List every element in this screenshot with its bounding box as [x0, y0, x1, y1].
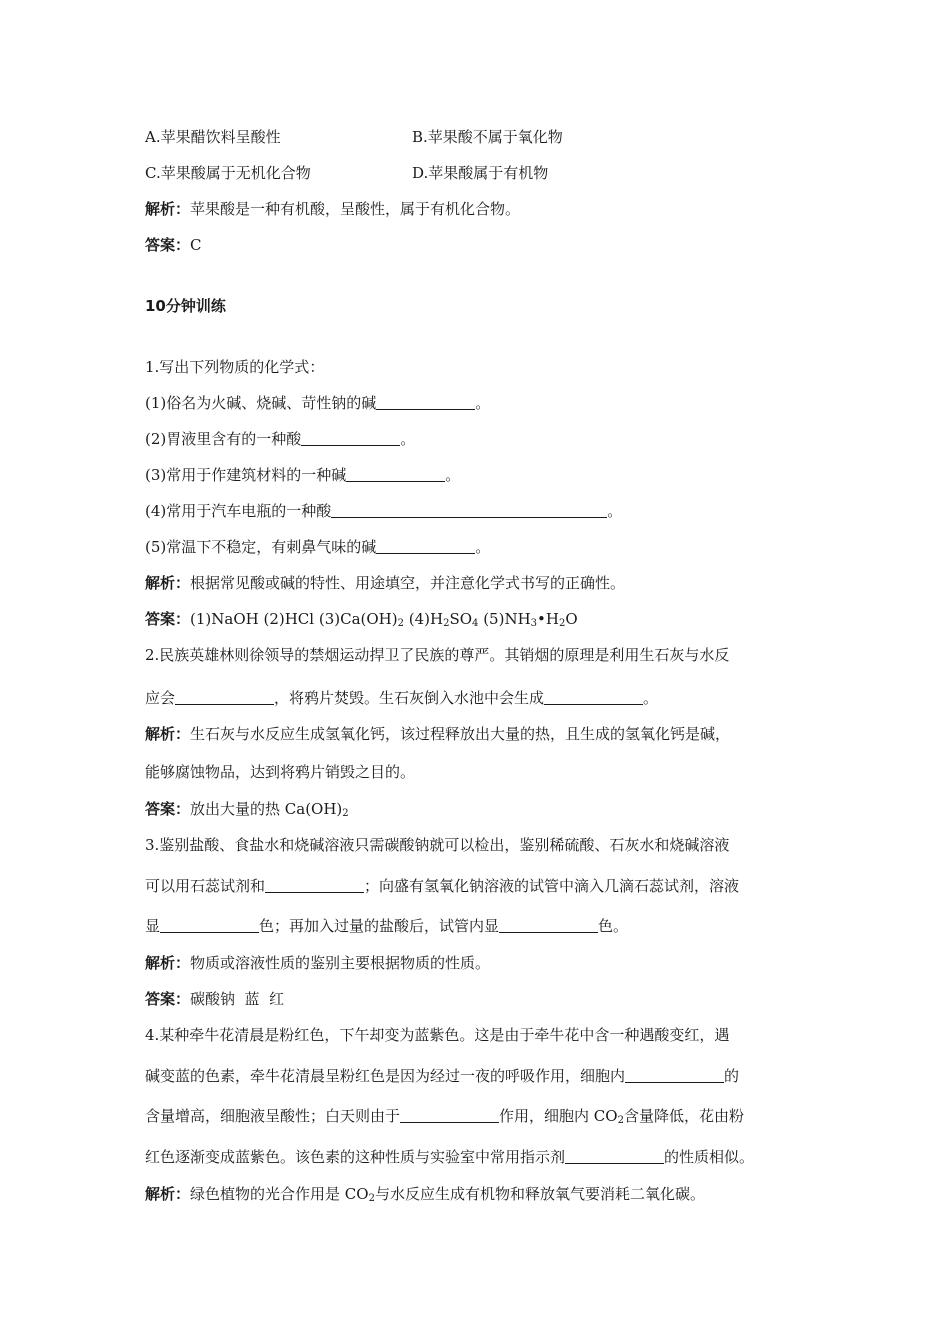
- answer-text: O: [565, 610, 578, 628]
- q2-line-1: [145, 645, 729, 665]
- answer-blank: [625, 1067, 724, 1083]
- q1-part-2-text: (2)胃液里含有的一种酸: [145, 430, 302, 448]
- option-b-text: B.苹果酸不属于氧化物: [412, 128, 563, 146]
- q1-part-5: [145, 537, 490, 557]
- q3-text: 3.鉴别盐酸、食盐水和烧碱溶液只需碳酸钠就可以检出，鉴别稀硫酸、石灰水和烧碱溶液: [145, 836, 730, 854]
- answer-label: 答案：: [145, 990, 191, 1008]
- answer-blank: [301, 430, 400, 446]
- prev-analysis: [145, 199, 520, 219]
- option-d-text: D.苹果酸属于有机物: [412, 164, 549, 182]
- q1-part-1-text: (1)俗名为火碱、烧碱、苛性钠的碱: [145, 394, 377, 412]
- answer-label: 答案：: [145, 610, 191, 628]
- analysis-text: 苹果酸是一种有机酸，呈酸性，属于有机化合物。: [190, 200, 521, 218]
- answer-text: C: [190, 236, 202, 254]
- analysis-label: 解析：: [145, 200, 191, 218]
- prev-answer: [145, 235, 202, 255]
- answer-blank: [376, 538, 475, 554]
- q4-text: 的性质相似。: [664, 1148, 755, 1166]
- option-b: [412, 127, 563, 147]
- q1-part-5-text: (5)常温下不稳定，有刺鼻气味的碱: [145, 538, 377, 556]
- period: 。: [445, 466, 461, 484]
- answer-blank: [160, 917, 259, 933]
- answer-blank: [376, 394, 475, 410]
- q3-text: ；向盛有氢氧化钠溶液的试管中滴入几滴石蕊试剂，溶液: [364, 877, 740, 895]
- period: 。: [607, 502, 623, 520]
- section-title-text: 10分钟训练: [145, 297, 226, 315]
- q3-text: 色。: [598, 917, 629, 935]
- analysis-label: 解析：: [145, 954, 191, 972]
- subscript: 2: [397, 618, 404, 629]
- q3-analysis: [145, 953, 490, 973]
- q2-text: ，将鸦片焚毁。生石灰倒入水池中会生成: [274, 689, 545, 707]
- subscript: 2: [558, 618, 566, 629]
- q3-text: 色；再加入过量的盐酸后，试管内显: [259, 917, 500, 935]
- q4-text: 碱变蓝的色素，牵牛花清晨呈粉红色是因为经过一夜的呼吸作用，细胞内: [145, 1067, 626, 1085]
- period: 。: [475, 394, 491, 412]
- analysis-text: 能够腐蚀物品，达到将鸦片销毁之目的。: [145, 763, 416, 781]
- answer-blank: [346, 466, 445, 482]
- answer-text: 碳酸钠 蓝 红: [190, 990, 285, 1008]
- analysis-text: 与水反应生成有机物和释放氧气要消耗二氧化碳。: [374, 1185, 705, 1203]
- q4-text: 红色逐渐变成蓝紫色。该色素的这种性质与实验室中常用指示剂: [145, 1148, 566, 1166]
- option-c-text: C.苹果酸属于无机化合物: [145, 164, 311, 182]
- subscript: 2: [443, 618, 450, 629]
- q4-line-1: [145, 1025, 729, 1045]
- q2-answer: [145, 799, 349, 819]
- analysis-label: 解析：: [145, 725, 191, 743]
- q1-part-4-text: (4)常用于汽车电瓶的一种酸: [145, 502, 332, 520]
- q3-line-3: [145, 916, 628, 936]
- answer-text: •H: [537, 610, 559, 628]
- analysis-label: 解析：: [145, 1185, 191, 1203]
- option-a: [145, 127, 281, 147]
- q1-part-1: [145, 393, 490, 413]
- q2-text: 2.民族英雄林则徐领导的禁烟运动捍卫了民族的尊严。其销烟的原理是利用生石灰与水反: [145, 646, 730, 664]
- q4-line-4: [145, 1147, 754, 1167]
- subscript: 2: [617, 1115, 624, 1126]
- option-d: [412, 163, 548, 183]
- q1-part-3: [145, 465, 460, 485]
- q2-text: 应会: [145, 689, 176, 707]
- answer-text: SO: [449, 610, 473, 628]
- q3-text: 显: [145, 917, 161, 935]
- q4-line-2: [145, 1066, 739, 1086]
- q4-line-3: [145, 1106, 744, 1126]
- q2-analysis-2: [145, 762, 415, 782]
- analysis-text: 绿色植物的光合作用是 CO: [190, 1185, 369, 1203]
- q1-stem-text: 1.写出下列物质的化学式：: [145, 358, 325, 376]
- section-title: [145, 296, 226, 316]
- q3-line-2: [145, 876, 739, 896]
- q4-text: 4.某种牵牛花清晨是粉红色，下午却变为蓝紫色。这是由于牵牛花中含一种遇酸变红，遇: [145, 1026, 730, 1044]
- q4-text: 含量降低，花由粉: [623, 1107, 744, 1125]
- period: 。: [400, 430, 416, 448]
- q1-analysis: [145, 573, 625, 593]
- answer-text: 放出大量的热 Ca(OH): [190, 800, 343, 818]
- answer-blank: [175, 689, 274, 705]
- answer-blank: [499, 917, 598, 933]
- q1-part-2: [145, 429, 415, 449]
- subscript: 4: [472, 618, 479, 629]
- subscript: 3: [530, 618, 538, 629]
- q4-analysis: [145, 1184, 705, 1204]
- q4-text: 的: [724, 1067, 740, 1085]
- q1-answer: [145, 609, 578, 629]
- q1-part-3-text: (3)常用于作建筑材料的一种碱: [145, 466, 347, 484]
- answer-label: 答案：: [145, 800, 191, 818]
- subscript: 2: [368, 1193, 375, 1204]
- subscript: 2: [342, 808, 349, 819]
- answer-blank: [400, 1107, 499, 1123]
- q1-part-4: [145, 501, 622, 521]
- q4-text: 作用，细胞内 CO: [499, 1107, 618, 1125]
- answer-blank: [331, 502, 607, 518]
- analysis-text: 根据常见酸或碱的特性、用途填空，并注意化学式书写的正确性。: [190, 574, 626, 592]
- analysis-label: 解析：: [145, 574, 191, 592]
- answer-text: (4)H: [403, 610, 444, 628]
- answer-text: (1)NaOH (2)HCl (3)Ca(OH): [190, 610, 398, 628]
- answer-blank: [565, 1148, 664, 1164]
- answer-blank: [265, 877, 364, 893]
- period: 。: [475, 538, 491, 556]
- answer-label: 答案：: [145, 236, 191, 254]
- q2-analysis: [145, 724, 730, 744]
- q3-line-1: [145, 835, 729, 855]
- q2-text: 。: [643, 689, 659, 707]
- q1-stem: [145, 357, 324, 377]
- option-c: [145, 163, 311, 183]
- q3-text: 可以用石蕊试剂和: [145, 877, 266, 895]
- answer-blank: [544, 689, 643, 705]
- q2-line-2: [145, 688, 658, 708]
- q4-text: 含量增高，细胞液呈酸性；白天则由于: [145, 1107, 401, 1125]
- analysis-text: 生石灰与水反应生成氢氧化钙，该过程释放出大量的热，且生成的氢氧化钙是碱，: [190, 725, 731, 743]
- q3-answer: [145, 989, 284, 1009]
- answer-text: (5)NH: [478, 610, 531, 628]
- option-a-text: A.苹果醋饮料呈酸性: [145, 128, 281, 146]
- analysis-text: 物质或溶液性质的鉴别主要根据物质的性质。: [190, 954, 491, 972]
